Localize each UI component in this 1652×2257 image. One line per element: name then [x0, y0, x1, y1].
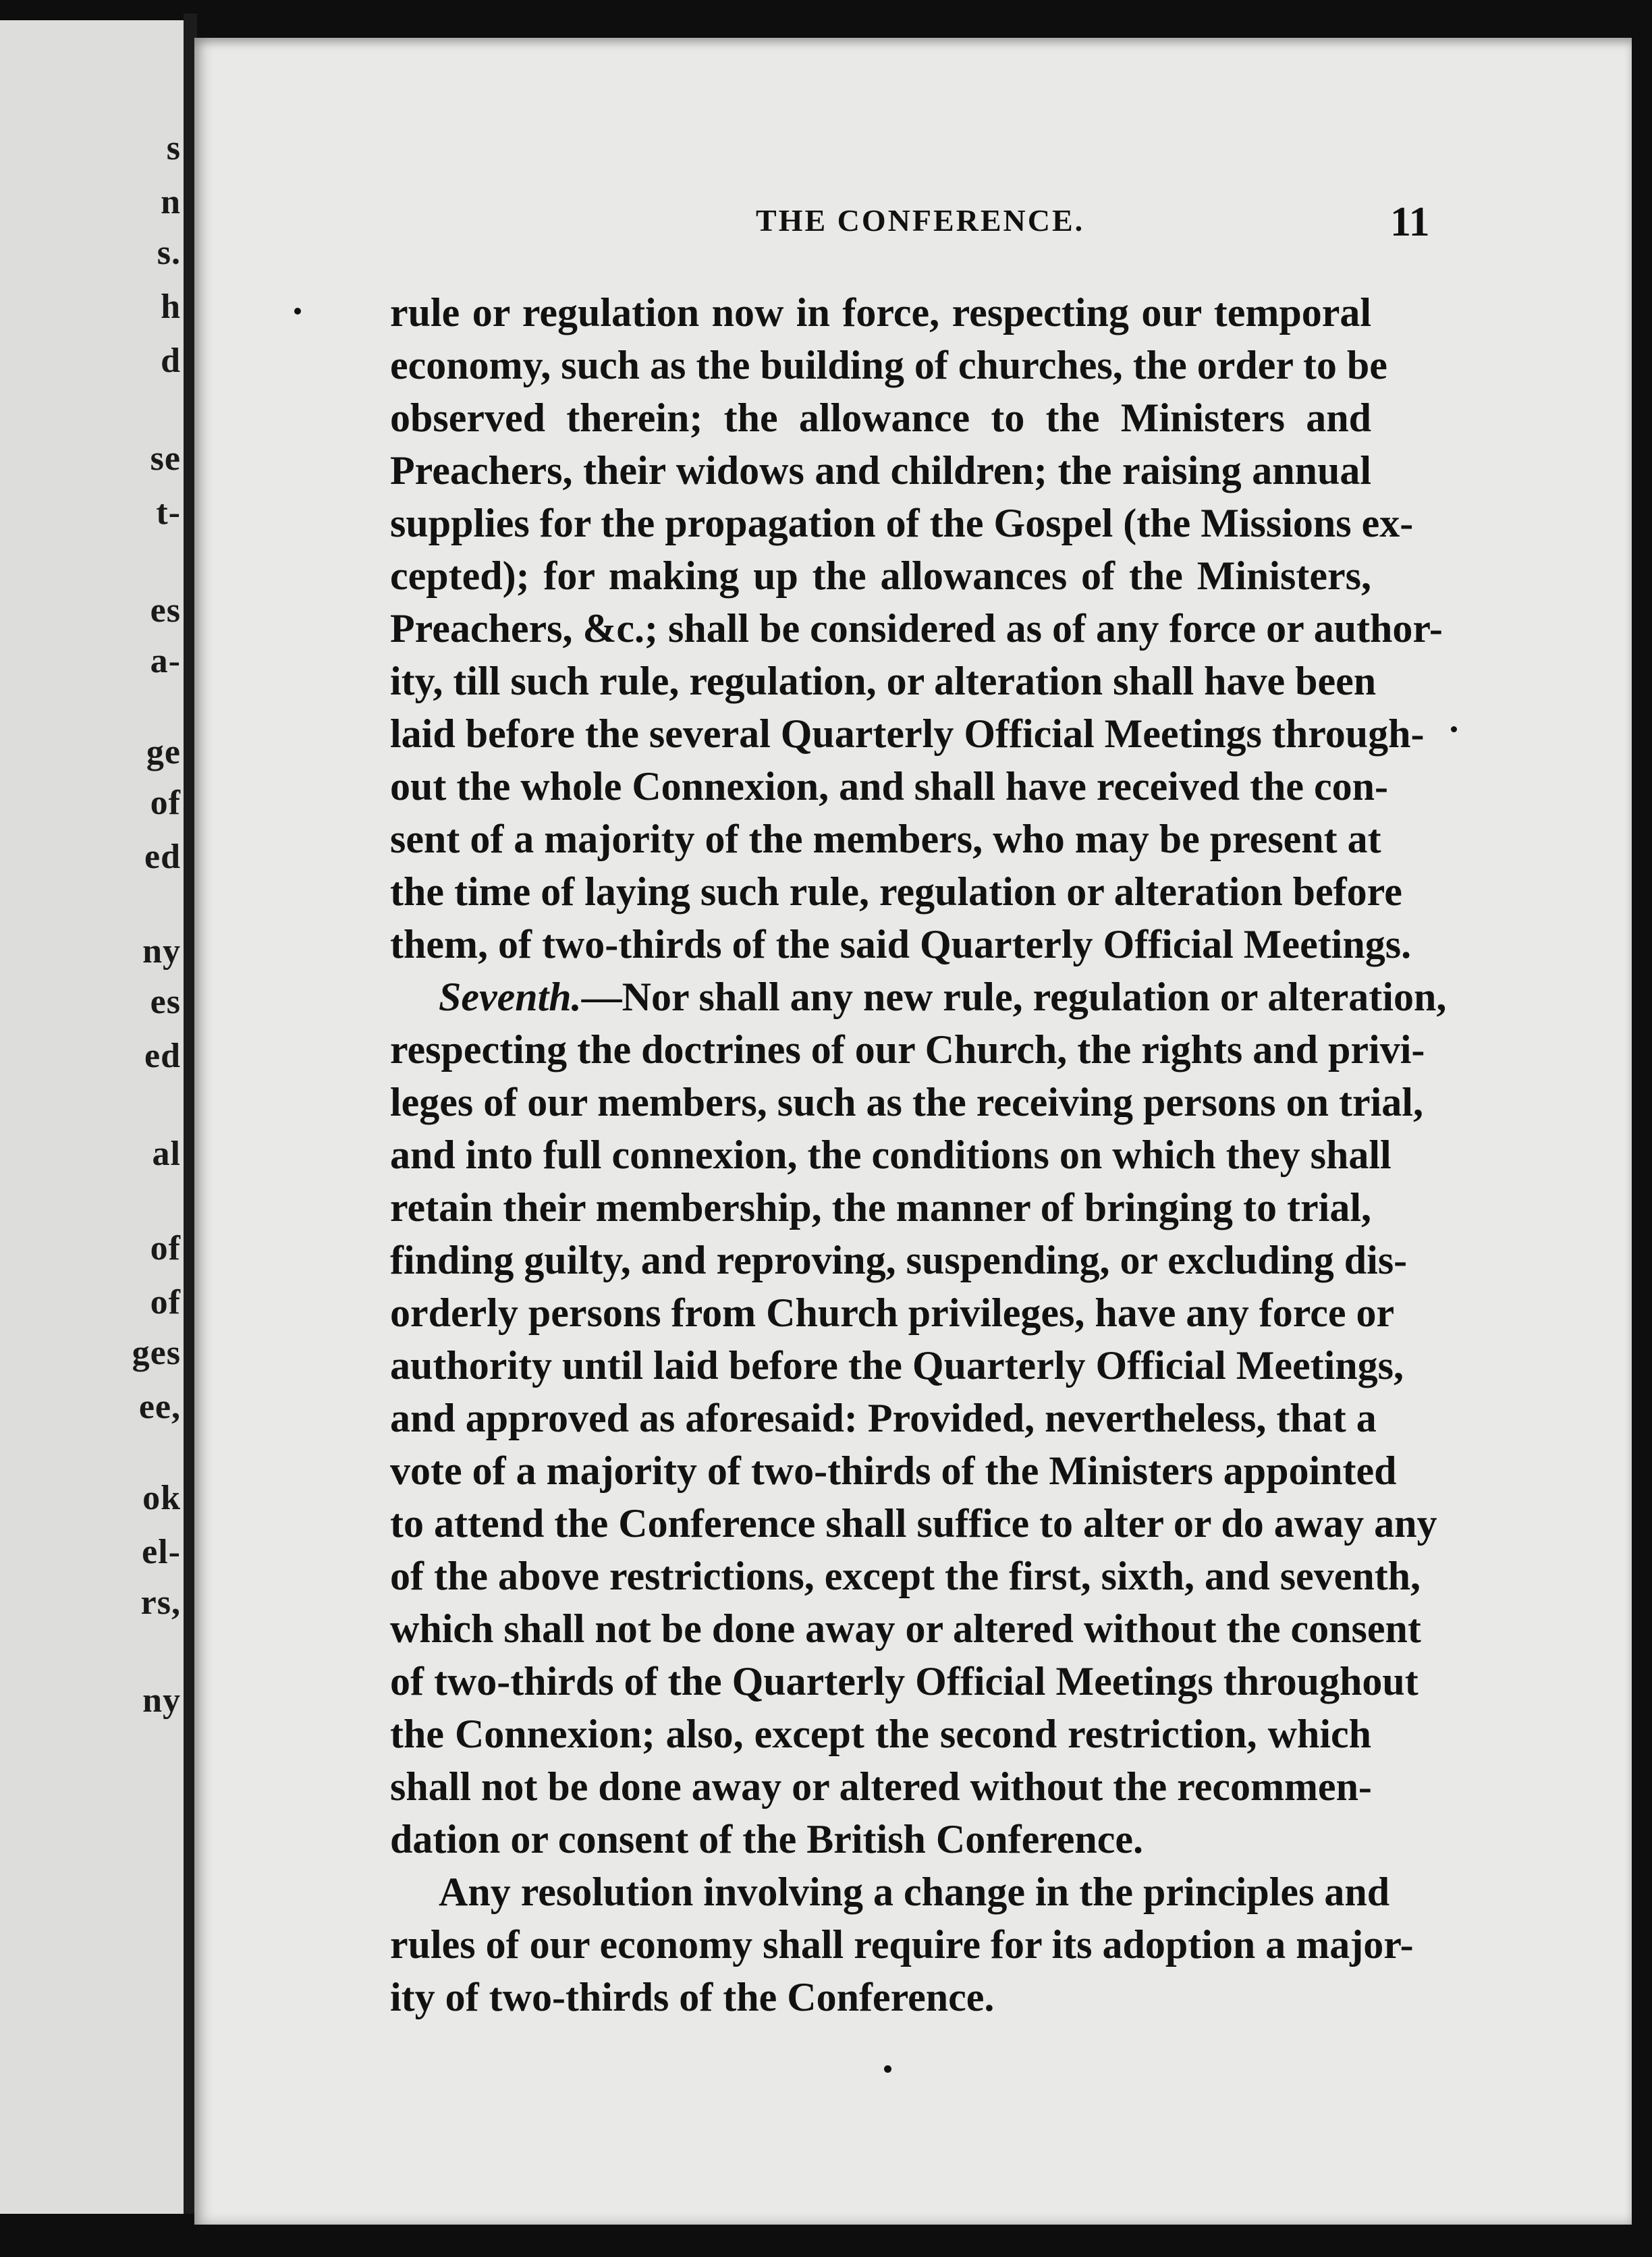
left-page-text-fragment: ee,: [138, 1388, 181, 1426]
left-page-text-fragment: el-: [142, 1533, 181, 1571]
print-speck: [294, 308, 301, 315]
left-page-text-fragment: h: [161, 288, 181, 326]
left-page-text-fragment: ok: [142, 1479, 181, 1517]
text-line: dation or consent of the British Conference.: [390, 1817, 1144, 1861]
text-line: of two-thirds of the Quarterly Official Meetings throughout: [390, 1659, 1419, 1704]
text-line: the time of laying such rule, regulation or alteration before: [390, 869, 1402, 914]
text-line: economy, such as the building of churches, the order to be: [390, 343, 1387, 387]
left-page-text-fragment: es: [150, 591, 181, 630]
text-line: ity, till such rule, regulation, or alteration shall have been: [390, 659, 1377, 703]
text-line: shall not be done away or altered without the recommen-: [390, 1764, 1372, 1809]
page-number: 11: [1390, 199, 1430, 245]
left-page-text-fragment: s: [166, 129, 181, 167]
left-page-text-fragment: ed: [144, 838, 181, 876]
text-line: supplies for the propagation of the Gospel (the Missions ex-: [390, 501, 1414, 545]
text-line: retain their membership, the manner of bringing to trial,: [390, 1185, 1371, 1230]
text-line: ity of two-thirds of the Conference.: [390, 1975, 995, 2019]
left-page-text-fragment: of: [150, 784, 181, 822]
book-page: [194, 38, 1632, 2225]
body-text: [390, 286, 1447, 2023]
print-speck: [1451, 726, 1457, 732]
paragraph-1: [390, 286, 1443, 971]
text-line: [390, 971, 1447, 1023]
text-line: sent of a majority of the members, who may be present at: [390, 817, 1381, 861]
text-line: and approved as aforesaid: Provided, nevertheless, that a: [390, 1396, 1377, 1440]
left-page-text-fragment: ges: [132, 1334, 181, 1372]
text-line: cepted); for making up the allowances of the Ministers,: [390, 553, 1371, 598]
text-line: them, of two-thirds of the said Quarterly Official Meetings.: [390, 922, 1412, 967]
text-line: observed therein; the allowance to the Ministers and: [390, 396, 1371, 440]
text-line: out the whole Connexion, and shall have received the con-: [390, 764, 1388, 809]
text-line: which shall not be done away or altered without the consent: [390, 1606, 1421, 1651]
text-line: Preachers, their widows and children; the raising annual: [390, 448, 1371, 493]
text-line: orderly persons from Church privileges, have any force or: [390, 1290, 1395, 1335]
left-page-text-fragment: t-: [156, 493, 181, 532]
left-page-text-fragment: s.: [157, 234, 181, 272]
left-page-text-fragment: ed: [144, 1037, 181, 1075]
running-head: THE CONFERENCE.: [756, 203, 1085, 238]
left-page-text-fragment: ge: [146, 733, 181, 771]
left-page-text-fragment: d: [161, 342, 181, 380]
text-line: laid before the several Quarterly Official Meetings through-: [390, 711, 1425, 756]
text-line: vote of a majority of two-thirds of the Ministers appointed: [390, 1448, 1397, 1493]
print-speck: [884, 2065, 891, 2073]
left-page-text-fragment: a-: [150, 642, 181, 680]
text-line: Preachers, &c.; shall be considered as of any force or author-: [390, 606, 1443, 651]
paragraph-2: [390, 971, 1447, 1866]
text-line: rules of our economy shall require for its adoption a major-: [390, 1922, 1414, 1967]
left-page-text-fragment: se: [150, 439, 181, 478]
text-line: and into full connexion, the conditions on which they shall: [390, 1133, 1392, 1177]
left-page-text-fragment: es: [150, 983, 181, 1021]
text-line: authority until laid before the Quarterly Official Meetings,: [390, 1343, 1404, 1388]
left-page-text-fragment: rs,: [140, 1583, 181, 1622]
left-page-text-fragment: ny: [142, 932, 181, 971]
left-page-text-fragment: n: [161, 183, 181, 221]
text-line: of the above restrictions, except the first, sixth, and seventh,: [390, 1554, 1421, 1598]
text-line: finding guilty, and reproving, suspending, or excluding dis-: [390, 1238, 1408, 1282]
left-page-fragment: [0, 20, 189, 2214]
text-line: the Connexion; also, except the second restriction, which: [390, 1712, 1371, 1756]
left-page-text-fragment: al: [152, 1135, 181, 1173]
text-line: leges of our members, such as the receiving persons on trial,: [390, 1080, 1423, 1124]
section-lead: Seventh.: [439, 975, 582, 1019]
text-line: to attend the Conference shall suffice to alter or do away any: [390, 1501, 1437, 1546]
left-page-text-fragment: of: [150, 1229, 181, 1268]
left-page-text-fragment: ny: [142, 1681, 181, 1720]
section-lead-continuation: —Nor shall any new rule, regulation or alteration,: [581, 975, 1447, 1019]
paragraph-3: [390, 1866, 1414, 2023]
left-page-text-fragment: of: [150, 1283, 181, 1322]
text-line: Any resolution involving a change in the principles and: [439, 1870, 1390, 1914]
text-line: rule or regulation now in force, respecting our temporal: [390, 290, 1371, 335]
text-line: respecting the doctrines of our Church, the rights and privi-: [390, 1027, 1425, 1072]
